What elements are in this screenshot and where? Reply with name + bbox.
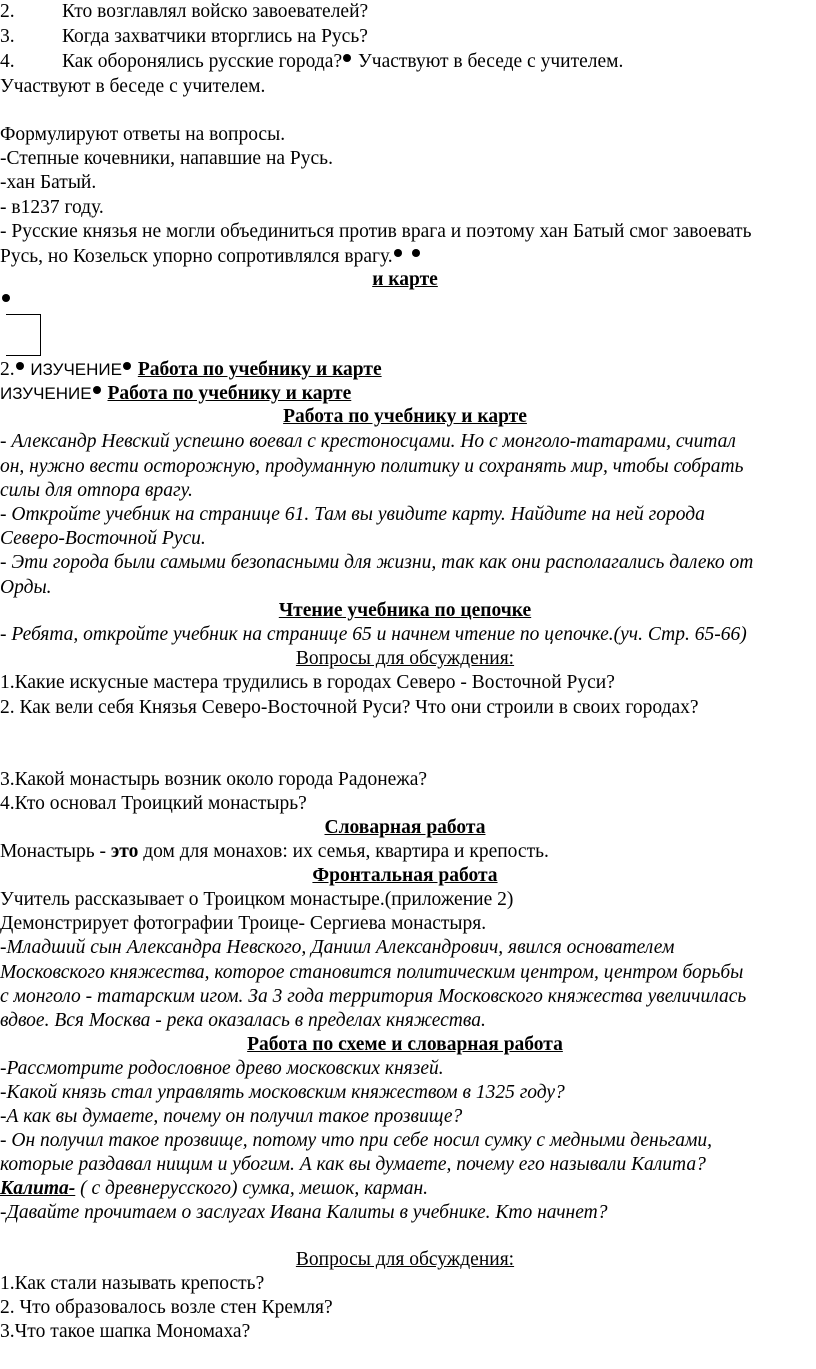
heading-chain-reading: Чтение учебника по цепочке bbox=[278, 600, 532, 621]
question-3: 3. Когда захватчики вторглись на Русь? bbox=[0, 26, 368, 47]
teacher-line-3: силы для отпора врагу. bbox=[0, 480, 193, 501]
final-question-1: 1.Как стали называть крепость? bbox=[0, 1273, 265, 1294]
heading-scheme: Работа по схеме и словарная работа bbox=[247, 1034, 563, 1055]
answer-4: - Русские князья не могли объединиться против врага и поэтому хан Батый смог завоевать bbox=[0, 221, 752, 242]
discuss-question-1: 1.Какие искусные мастера трудились в городах Северо - Восточной Руси? bbox=[0, 672, 615, 693]
bullet-icon bbox=[394, 249, 402, 257]
discuss-question-4: 4.Кто основал Троицкий монастырь? bbox=[0, 793, 307, 814]
bullet-icon bbox=[123, 362, 131, 370]
teacher-line-1: - Александр Невский успешно воевал с крестоносцами. Но с монголо-татарами, считал bbox=[0, 431, 736, 452]
participate-line: Участвуют в беседе с учителем. bbox=[0, 76, 266, 97]
frontal-line-1: Учитель рассказывает о Троицком монастыре.(приложение 2) bbox=[0, 889, 514, 910]
teacher-line-7: Орды. bbox=[0, 577, 52, 598]
read-line: -Давайте прочитаем о заслугах Ивана Калиты в учебнике. Кто начнет? bbox=[0, 1202, 608, 1223]
discuss-question-3: 3.Какой монастырь возник около города Радонежа? bbox=[0, 769, 428, 790]
vocabulary-definition: Монастырь - это дом для монахов: их семья, квартира и крепость. bbox=[0, 841, 549, 862]
bullet-icon bbox=[412, 249, 420, 257]
karte-fragment: и карте bbox=[372, 269, 438, 290]
scheme-line-2: -Какой князь стал управлять московским княжеством в 1325 году? bbox=[0, 1082, 565, 1103]
final-question-3: 3.Что такое шапка Мономаха? bbox=[0, 1321, 251, 1342]
heading-textbook: Работа по учебнику и карте bbox=[283, 406, 527, 427]
study-line-2: ИЗУЧЕНИЕ Работа по учебнику и карте bbox=[0, 383, 352, 404]
daniil-line-1: -Младший сын Александра Невского, Даниил Александрович, явился основателем bbox=[0, 937, 675, 958]
study-line-1: 2. ИЗУЧЕНИЕ Работа по учебнику и карте bbox=[0, 359, 382, 380]
empty-box bbox=[6, 314, 41, 356]
teacher-line-6: - Эти города были самыми безопасными для жизни, так как они располагались далеко от bbox=[0, 552, 754, 573]
daniil-line-3: с монголо - татарским игом. За 3 года территория Московского княжества увеличилась bbox=[0, 986, 747, 1007]
scheme-line-4: - Он получил такое прозвище, потому что при себе носил сумку с медными деньгами, bbox=[0, 1130, 713, 1151]
bullet-icon bbox=[343, 54, 351, 62]
kalita-definition: Калита- ( с древнерусского) сумка, мешок, карман. bbox=[0, 1178, 429, 1199]
answer-3: - в1237 году. bbox=[0, 197, 104, 218]
heading-discussion-1: Вопросы для обсуждения: bbox=[295, 648, 515, 669]
answer-2: -хан Батый. bbox=[0, 172, 97, 193]
teacher-line-5: Северо-Восточной Руси. bbox=[0, 528, 206, 549]
bullet-line bbox=[0, 290, 810, 314]
final-question-2: 2. Что образовалось возле стен Кремля? bbox=[0, 1297, 333, 1318]
heading-vocabulary: Словарная работа bbox=[324, 817, 486, 838]
bullet-icon bbox=[16, 362, 24, 370]
discuss-question-2: 2. Как вели себя Князья Северо-Восточной Руси? Что они строили в своих городах? bbox=[0, 697, 699, 718]
answers-intro: Формулируют ответы на вопросы. bbox=[0, 124, 286, 145]
scheme-line-5: которые раздавал нищим и убогим. А как вы думаете, почему его называли Калита? bbox=[0, 1154, 706, 1175]
daniil-line-4: вдвое. Вся Москва - река оказалась в пределах княжества. bbox=[0, 1010, 486, 1031]
answer-5: Русь, но Козельск упорно сопротивлялся врагу. bbox=[0, 245, 810, 269]
teacher-line-2: он, нужно вести осторожную, продуманную политику и сохранять мир, чтобы собрать bbox=[0, 456, 744, 477]
teacher-line-4: - Откройте учебник на странице 61. Там вы увидите карту. Найдите на ней города bbox=[0, 504, 705, 525]
scheme-line-1: -Рассмотрите родословное древо московских князей. bbox=[0, 1058, 444, 1079]
chain-line: - Ребята, откройте учебник на странице 65 и начнем чтение по цепочке.(уч. Стр. 65-66) bbox=[0, 624, 747, 645]
bullet-icon bbox=[2, 294, 10, 302]
frontal-line-2: Демонстрирует фотографии Троице- Сергиева монастыря. bbox=[0, 913, 487, 934]
answer-1: -Степные кочевники, напавшие на Русь. bbox=[0, 148, 333, 169]
question-2: 2. Кто возглавлял войско завоевателей? bbox=[0, 1, 369, 22]
heading-discussion-2: Вопросы для обсуждения: bbox=[295, 1249, 515, 1270]
heading-frontal: Фронтальная работа bbox=[312, 865, 498, 886]
daniil-line-2: Московского княжества, которое становится политическим центром, центром борьбы bbox=[0, 962, 744, 983]
question-4: 4. Как оборонялись русские города? Участвуют в беседе с учителем. bbox=[0, 51, 624, 72]
scheme-line-3: -А как вы думаете, почему он получил такое прозвище? bbox=[0, 1106, 463, 1127]
bullet-icon bbox=[93, 386, 101, 394]
